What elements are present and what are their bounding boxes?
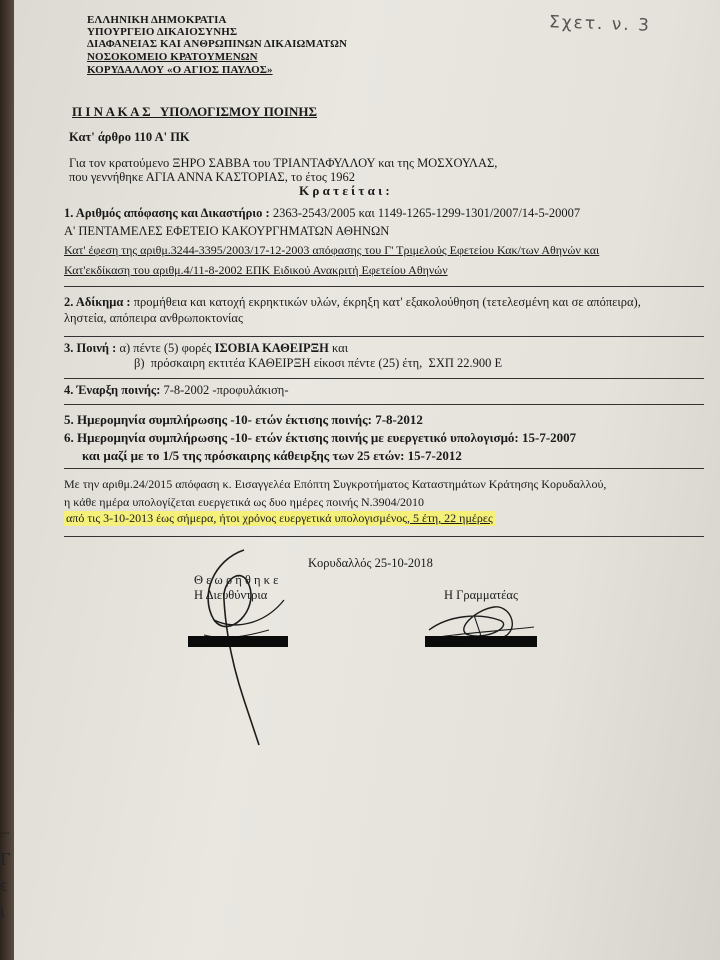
divider-3	[64, 378, 704, 379]
birth-line: που γεννήθηκε ΑΓΙΑ ΑΝΝΑ ΚΑΣΤΟΡΙΑΣ, το έτος 1962	[69, 170, 355, 184]
held-heading: Κ ρ α τ ε ί τ α ι :	[299, 183, 390, 198]
section-3	[64, 341, 348, 356]
header-republic: ΕΛΛΗΝΙΚΗ ΔΗΜΟΚΡΑΤΙΑ	[87, 14, 227, 26]
section-3-a-prefix: α) πέντε (5) φορές	[116, 341, 215, 355]
section-1-trial: Κατ'εκδίκαση του αριθμ.4/11-8-2002 ΕΠΚ Ειδικού Ανακριτή Εφετείου Αθηνών	[64, 263, 448, 277]
background-edge	[0, 0, 14, 960]
divider-5	[64, 468, 704, 469]
section-3-b: β) πρόσκαιρη εκτιτέα ΚΑΘΕΙΡΞΗ είκοσι πέντε (25) έτη, ΣΧΠ 22.900 Ε	[134, 356, 503, 370]
divider-1	[64, 286, 704, 287]
document-title: Π Ι Ν Α Κ Α Σ ΥΠΟΛΟΓΙΣΜΟΥ ΠΟΙΝΗΣ	[72, 104, 317, 119]
section-4	[64, 383, 289, 398]
section-3-a-suffix: και	[328, 341, 349, 355]
section-4-value: 7-8-2002 -προφυλάκιση-	[160, 383, 289, 397]
section-1	[64, 206, 580, 221]
header-hospital: ΝΟΣΟΚΟΜΕΙΟ ΚΡΑΤΟΥΜΕΝΩΝ	[87, 51, 258, 63]
section-2	[64, 295, 641, 310]
section-6-line-1: 6. Ημερομηνία συμπλήρωσης -10- ετών έκτισης ποινής με ευεργετικό υπολογισμό: 15-7-2007	[64, 430, 577, 445]
redacted-secretary-name	[425, 636, 537, 647]
place-date: Κορυδαλλός 25-10-2018	[308, 556, 433, 570]
detainee-line: Για τον κρατούμενο ΞΗΡΟ ΣΑΒΒΑ του ΤΡΙΑΝΤΑΦΥΛΛΟΥ και της ΜΟΣΧΟΥΛΑΣ,	[69, 156, 498, 170]
section-1-appeal: Κατ' έφεση της αριθμ.3244-3395/2003/17-12-2003 απόφασης του Γ' Τριμελούς Εφετείου Κακ/των Αθηνών και	[64, 243, 600, 257]
section-2-value-2: ληστεία, απόπειρα ανθρωποκτονίας	[64, 311, 243, 325]
section-4-label: 4. Έναρξη ποινής:	[64, 383, 161, 397]
divider-4	[64, 404, 704, 405]
header-hospital-2: ΚΟΡΥΔΑΛΛΟΥ «Ο ΑΓΙΟΣ ΠΑΥΛΟΣ»	[87, 64, 273, 76]
redacted-director-name	[188, 636, 288, 647]
section-3-a-bold: ΙΣΟΒΙΑ ΚΑΘΕΙΡΞΗ	[214, 341, 329, 355]
header-ministry: ΥΠΟΥΡΓΕΙΟ ΔΙΚΑΙΟΣΥΝΗΣ	[87, 26, 238, 38]
section-5: 5. Ημερομηνία συμπλήρωσης -10- ετών έκτισης ποινής: 7-8-2012	[64, 412, 423, 427]
note-line-2: η κάθε ημέρα υπολογίζεται ευεργετικά ως δυο ημέρες ποινής Ν.3904/2010	[64, 495, 424, 509]
article-reference: Κατ' άρθρο 110 Α' ΠΚ	[69, 130, 190, 144]
divider-6	[64, 536, 704, 537]
divider-2	[64, 336, 704, 337]
secretary-label: Η Γραμματέας	[444, 588, 518, 602]
handwritten-note: Σχετ. ν. 3	[548, 12, 652, 36]
section-1-value: 2363-2543/2005 και 1149-1265-1299-1301/2007/14-5-20007	[269, 206, 581, 220]
beneficial-time: 5 έτη, 22 ημέρες	[410, 511, 493, 525]
document-page	[14, 0, 720, 960]
header-ministry-2: ΔΙΑΦΑΝΕΙΑΣ ΚΑΙ ΑΝΘΡΩΠΙΝΩΝ ΔΙΚΑΙΩΜΑΤΩΝ	[87, 38, 348, 50]
note-line-1: Με την αριθμ.24/2015 απόφαση κ. Εισαγγελέα Επόπτη Συγκροτήματος Καταστημάτων Κράτησης Κορυδαλλού,	[64, 477, 607, 491]
section-1-court: Α' ΠΕΝΤΑΜΕΛΕΣ ΕΦΕΤΕΙΟ ΚΑΚΟΥΡΓΗΜΑΤΩΝ ΑΘΗΝΩΝ	[64, 224, 390, 238]
section-3-label: 3. Ποινή :	[64, 341, 117, 355]
section-1-label: 1. Αριθμός απόφασης και Δικαστήριο :	[64, 206, 270, 220]
note-line-3	[64, 511, 495, 526]
margin-marks: ⌐ Γ ϵ ι	[0, 823, 11, 921]
section-2-value: προμήθεια και κατοχή εκρηκτικών υλών, έκρηξη κατ' εξακολούθηση (τετελεσμένη και σε απόπειρα),	[130, 295, 641, 309]
section-2-label: 2. Αδίκημα :	[64, 295, 131, 309]
director-label: Η Διευθύντρια	[194, 588, 268, 602]
seen-label: Θ ε ω ρ ή θ η κ ε	[194, 573, 279, 587]
note-line-3-prefix: από τις 3-10-2013 έως σήμερα, ήτοι χρόνος ευεργετικά υπολογισμένος,	[66, 511, 411, 525]
section-6-line-2: και μαζί με το 1/5 της πρόσκαιρης κάθειρξης των 25 ετών: 15-7-2012	[82, 448, 462, 463]
